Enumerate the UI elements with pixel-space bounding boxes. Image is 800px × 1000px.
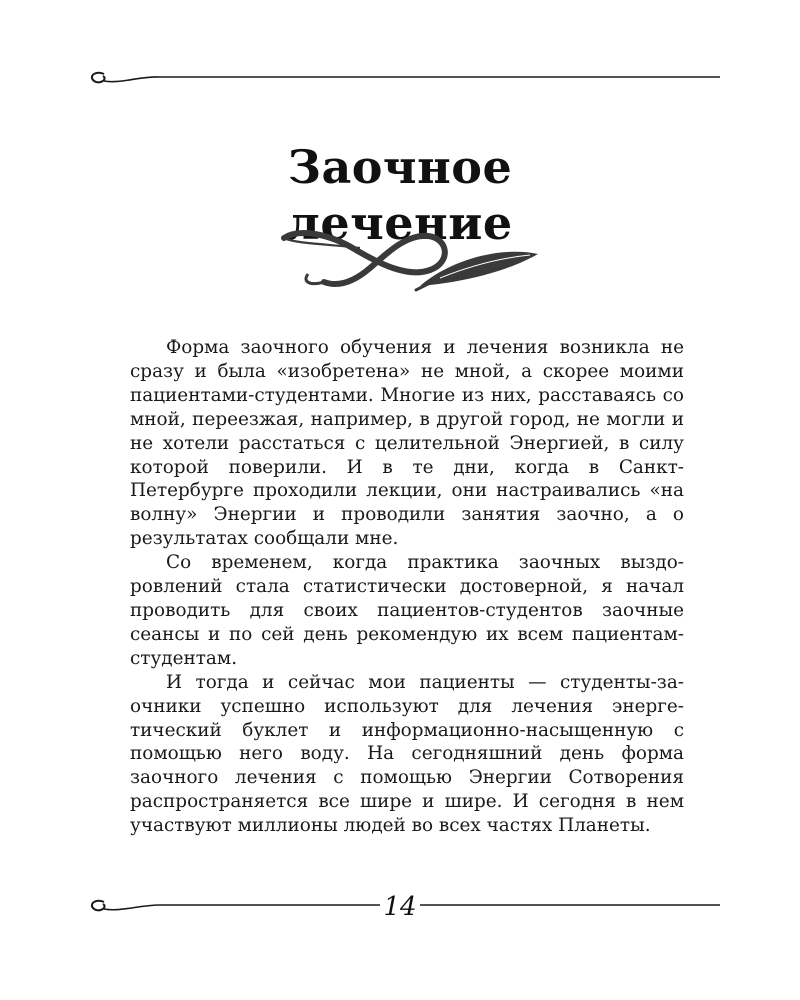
page-number: 14: [380, 892, 420, 922]
paragraph-2: Со временем, когда практика заочных выздоровлений стала статистически достоверной, я начал проводить для своих пациентов-студентов заочные сеансы и по сей день рекомендую их всем пациентам-студентам.: [130, 552, 684, 669]
body-text: [130, 336, 684, 838]
infinity-feather-icon: [270, 224, 550, 294]
title-line-1: Заочное: [287, 139, 513, 194]
paragraph-3: И тогда и сейчас мои пациенты — студенты-заочники успешно используют для лечения энергетический буклет и информационно-насыщенную с помощью него воду. На сегодняшний день форма заочного лечения с помощью Энергии Сотворения распространяется все шире и шире. И сегодня в нем участвуют миллионы людей во всех частях Планеты.: [130, 671, 684, 837]
top-flourish-rule: [0, 62, 800, 92]
paragraph-1: Форма заочного обучения и лечения возникла не сразу и была «изобретена» не мной, а скорее моими пациентами-студентами. Многие из них, расставаясь со мной, переезжая, например, в другой город, не могли и не хотели расстаться с целительной Энергией, в силу которой поверили. И в те дни, когда в Санкт-Петербурге проходили лекции, они настраивались «на волну» Энергии и проводили занятия заочно, а о результатах сообщали мне.: [130, 337, 684, 550]
title-line-2: лечение: [287, 195, 513, 250]
